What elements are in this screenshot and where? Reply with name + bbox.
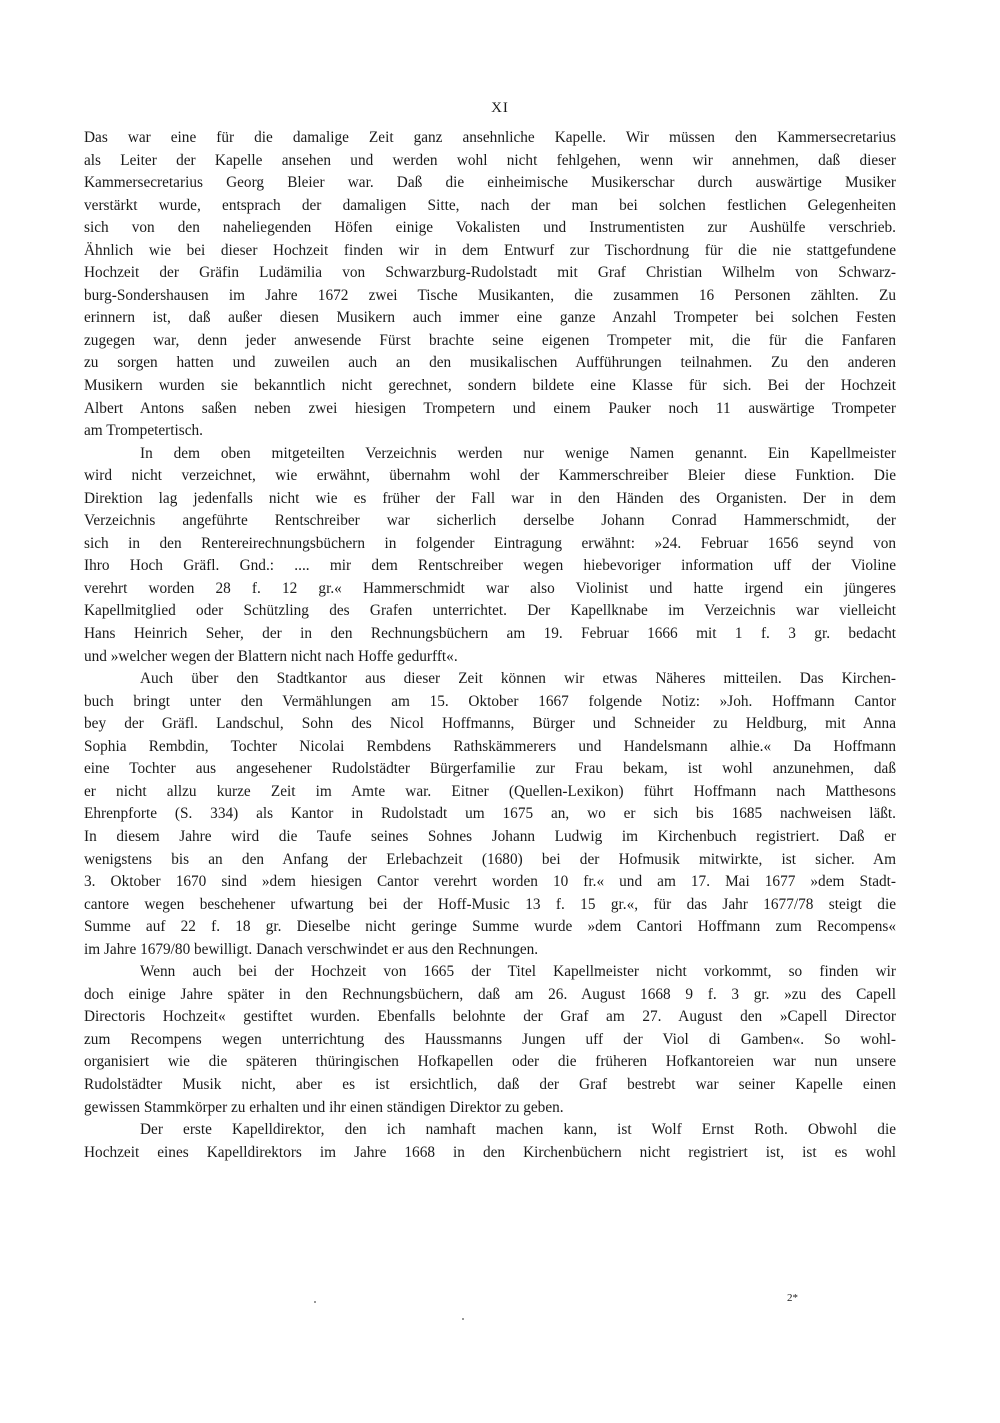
text-line: Ihro Hoch Gräfl. Gnd.: .... mir dem Rentschreiber wegen hiebevoriger information uff der Violine	[84, 557, 896, 575]
scan-speck	[462, 1318, 464, 1320]
text-line: Kammersecretarius Georg Bleier war. Daß die einheimische Musikerschar durch auswärtige Musiker	[84, 174, 896, 192]
text-line: Kapellmitglied oder Schützling des Grafen unterrichtet. Der Kapellknabe im Verzeichnis war vielleicht	[84, 602, 896, 620]
text-line: doch einige Jahre später in den Rechnungsbüchern, daß am 26. August 1668 9 f. 3 gr. »zu des Capell	[84, 985, 896, 1003]
text-line: Summe auf 22 f. 18 gr. Dieselbe nicht geringe Summe wurde »dem Cantori Hoffmann zum Recompens«	[84, 918, 896, 936]
text-line: Hochzeit eines Kapelldirektors im Jahre 1668 in den Kirchenbüchern nicht registriert ist, ist es wohl	[84, 1143, 896, 1161]
text-line: burg-Sondershausen im Jahre 1672 zwei Tische Musikanten, die zusammen 16 Personen zählten. Zu	[84, 286, 896, 304]
text-line: Das war eine für die damalige Zeit ganz ansehnliche Kapelle. Wir müssen den Kammersecretarius	[84, 129, 896, 146]
text-line: zu sorgen hatten und zuweilen auch an den musikalischen Aufführungen teilnahmen. Zu den anderen	[84, 354, 896, 372]
page-number: XI	[491, 100, 509, 116]
text-line: Direktion lag jedenfalls nicht wie es früher der Fall war in den Händen des Organisten. Der in dem	[84, 489, 896, 507]
text-line: Rudolstädter Musik nicht, aber es ist ersichtlich, daß der Graf bestrebt war seiner Kapelle einen	[84, 1075, 896, 1093]
text-line: und »welcher wegen der Blattern nicht nach Hoffe gedurfft«.	[84, 647, 458, 665]
text-line: als Leiter der Kapelle ansehen und werden wohl nicht fehlgehen, wenn wir annehmen, daß dieser	[84, 151, 896, 169]
text-line: wenigstens bis an den Anfang der Erlebachzeit (1680) bei der Hofmusik mitwirkte, ist sicher. Am	[84, 850, 896, 868]
text-line: er nicht allzu kurze Zeit im Amte war. Eitner (Quellen-Lexikon) führt Hoffmann nach Matthesons	[84, 782, 896, 800]
text-line: wird nicht verzeichnet, wie erwähnt, übernahm wohl der Kammerschreiber Bleier diese Funktion. Die	[84, 467, 896, 485]
text-line: cantore wegen beschehener ufwartung bei der Hoff-Music 13 f. 15 gr.«, für das Jahr 1677/78 steigt die	[84, 895, 896, 913]
text-line: buch bringt unter den Vermählungen am 15. Oktober 1667 folgende Notiz: »Joh. Hoffmann Cantor	[84, 692, 896, 710]
text-line: sich von den naheliegenden Höfen einige Vokalisten und Instrumentisten zur Aushülfe verschrieb.	[84, 219, 896, 237]
text-line: Ehrenpforte (S. 334) als Kantor in Rudolstadt um 1675 an, wo er sich bis 1685 nachweisen läßt.	[84, 805, 896, 823]
text-line: organisiert wie die späteren thüringischen Hofkapellen oder die früheren Hofkantoreien war nun unsere	[84, 1053, 896, 1071]
text-line: gewissen Stammkörper zu erhalten und ihr einen ständigen Direktor zu geben.	[84, 1098, 564, 1116]
text-line: 3. Oktober 1670 sind »dem hiesigen Cantor verehrt worden 10 fr.« und am 17. Mai 1677 »dem Stadt-	[84, 873, 896, 891]
text-line: Musikern wurden sie bekanntlich nicht gerechnet, sondern bildete eine Klasse für sich. Bei der Hochzeit	[84, 377, 896, 395]
text-line: verstärkt wurde, entsprach der damaligen Sitte, nach der man bei solchen festlichen Gelegenheiten	[84, 196, 896, 214]
text-line: am Trompetertisch.	[84, 422, 203, 440]
text-line: In dem oben mitgeteilten Verzeichnis werden nur wenige Namen genannt. Ein Kapellmeister	[140, 444, 896, 462]
text-line: Der erste Kapelldirektor, den ich namhaft machen kann, ist Wolf Ernst Roth. Obwohl die	[140, 1121, 896, 1139]
text-line: Directoris Hochzeit« gestiftet wurden. Ebenfalls belohnte der Graf am 27. August den »Capell Director	[84, 1008, 896, 1026]
text-line: zugegen war, denn jeder anwesende Fürst brachte seine eigenen Trompeter mit, die für die Fanfaren	[84, 331, 896, 349]
text-line: Albert Antons saßen neben zwei hiesigen Trompetern und einem Pauker noch 11 auswärtige Trompeter	[84, 399, 896, 417]
text-line: Auch über den Stadtkantor aus dieser Zeit können wir etwas Näheres mitteilen. Das Kirchen-	[140, 670, 896, 688]
text-line: Wenn auch bei der Hochzeit von 1665 der Titel Kapellmeister nicht vorkommt, so finden wir	[140, 963, 896, 981]
scan-speck	[314, 1301, 316, 1303]
body-text	[84, 127, 896, 1164]
text-line: verehrt worden 28 f. 12 gr.« Hammerschmidt war also Violinist und hatte irgend ein jüngeres	[84, 579, 896, 597]
text-line: sich in den Rentereirechnungsbüchern in folgender Eintragung erwähnt: »24. Februar 1656 seynd von	[84, 534, 896, 552]
text-line: Ähnlich wie bei dieser Hochzeit finden wir in dem Entwurf zur Tischordnung für die nie stattgefundene	[84, 241, 896, 259]
text-line: Sophia Rembdin, Tochter Nicolai Rembdens Rathskämmerers und Handelsmann alhie.« Da Hoffmann	[84, 737, 896, 755]
text-line: Hans Heinrich Seher, der in den Rechnungsbüchern am 19. Februar 1666 mit 1 f. 3 gr. bedacht	[84, 625, 896, 643]
text-line: zum Recompens wegen unterrichtung des Haussmanns Jungen uff der Viol di Gamben«. So wohl-	[84, 1030, 896, 1048]
signature-mark: 2*	[787, 1292, 798, 1304]
text-line: im Jahre 1679/80 bewilligt. Danach verschwindet er aus den Rechnungen.	[84, 940, 539, 958]
text-line: bey der Gräfl. Landschul, Sohn des Nicol Hoffmanns, Bürger und Schneider zu Heldburg, mit Anna	[84, 715, 896, 733]
text-line: Hochzeit der Gräfin Ludämilia von Schwarzburg-Rudolstadt mit Graf Christian Wilhelm von Schwarz-	[84, 264, 896, 282]
text-line: erinnern ist, daß außer diesen Musikern auch immer eine ganze Anzahl Trompeter bei solchen Festen	[84, 309, 896, 327]
text-line: In diesem Jahre wird die Taufe seines Sohnes Johann Ludwig im Kirchenbuch registriert. Daß er	[84, 827, 896, 845]
text-line: eine Tochter aus angesehener Rudolstädter Bürgerfamilie zur Frau bekam, ist wohl anzunehmen, daß	[84, 760, 896, 778]
text-line: Verzeichnis angeführte Rentschreiber war sicherlich derselbe Johann Conrad Hammerschmidt, der	[84, 512, 896, 530]
